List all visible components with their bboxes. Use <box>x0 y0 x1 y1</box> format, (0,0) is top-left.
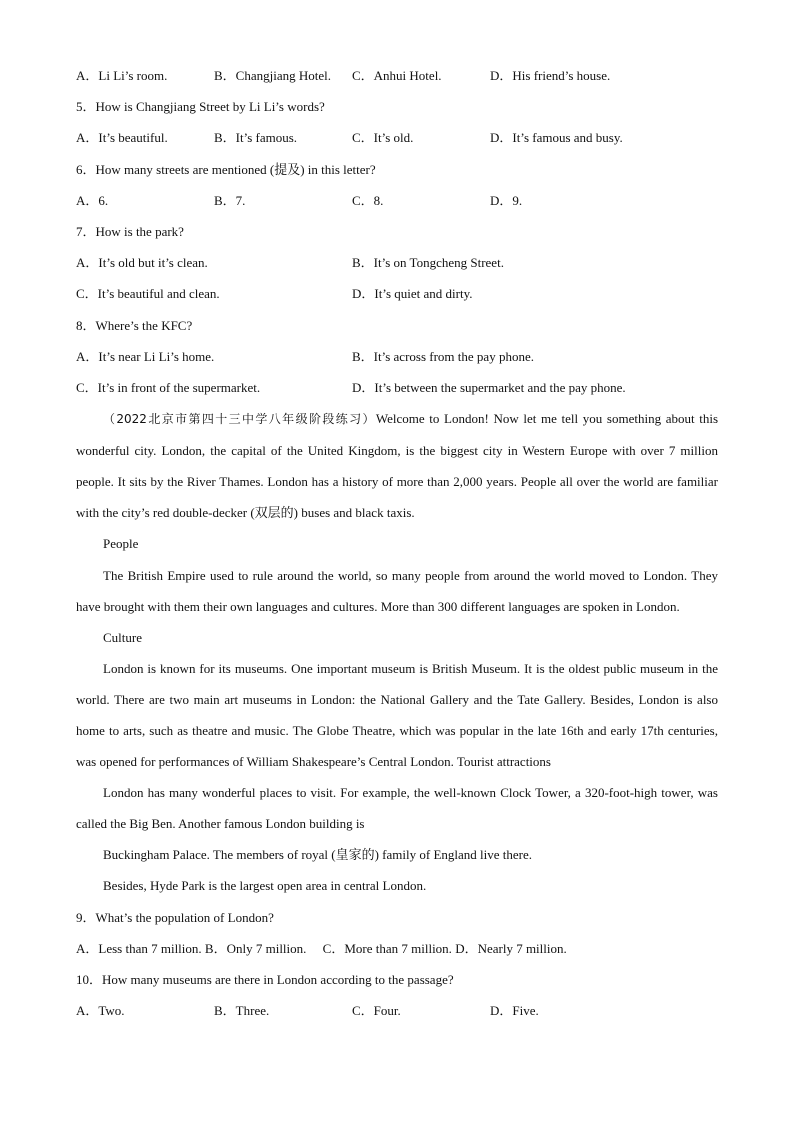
q5-option-a: A．It’s beautiful. <box>76 130 168 146</box>
q8-options-row2 <box>76 372 718 403</box>
heading-people: People <box>103 536 139 552</box>
q10-option-c: C．Four. <box>352 1003 401 1019</box>
q4-options <box>76 60 718 91</box>
q9-text: 9．What’s the population of London? <box>76 909 274 925</box>
q7-text: 7．How is the park? <box>76 223 184 239</box>
document-page <box>76 60 718 1026</box>
q8-text: 8．Where’s the KFC? <box>76 317 193 333</box>
q7-options-row1 <box>76 247 718 278</box>
q5-text: 5．How is Changjiang Street by Li Li’s words? <box>76 99 325 115</box>
q8-option-d: D．It’s between the supermarket and the pay phone. <box>352 379 626 395</box>
q7-option-a: A．It’s old but it’s clean. <box>76 255 208 271</box>
q10-text: 10．How many museums are there in London according to the passage? <box>76 971 454 987</box>
q9-options <box>76 933 718 964</box>
passage-culture: London is known for its museums. One important museum is British Museum. It is the oldest public museum in the world. There are two main art museums in London: the National Gallery and the Tate Gallery. Besides, London is also home to arts, such as theatre and music. The Globe Theatre, which was popular in the late 16th and early 17th centuries, was opened for performances of William Shakespeare’s Central London. Tourist attractions <box>76 660 718 770</box>
q7-options-row2 <box>76 278 718 309</box>
passage-attractions: London has many wonderful places to visit. For example, the well-known Clock Tower, a 320-foot-high tower, was called the Big Ben. Another famous London building is <box>76 785 718 832</box>
q9-option-d: D．Nearly 7 million. <box>455 940 567 956</box>
passage-people: The British Empire used to rule around the world, so many people from around the world moved to London. They have brought with them their own languages and cultures. More than 300 different languages are spoken in London. <box>76 567 718 614</box>
q5-option-c: C．It’s old. <box>352 130 414 146</box>
q6-option-d: D．9. <box>490 192 523 208</box>
q9-option-c: C．More than 7 million. <box>322 940 452 956</box>
q9-option-a: A．Less than 7 million. <box>76 940 202 956</box>
passage-source: （2022北京市第四十三中学八年级阶段练习） <box>103 412 376 427</box>
q5-option-d: D．It’s famous and busy. <box>490 130 623 146</box>
q10-option-b: B．Three. <box>214 1003 270 1019</box>
q6-option-c: C．8. <box>352 192 384 208</box>
q8-option-a: A．It’s near Li Li’s home. <box>76 348 215 364</box>
q5-options <box>76 122 718 153</box>
q4-option-a: A．Li Li’s room. <box>76 68 168 83</box>
passage-hyde: Besides, Hyde Park is the largest open area in central London. <box>103 878 427 894</box>
q4-option-d: D．His friend’s house. <box>490 68 611 83</box>
q7-option-b: B．It’s on Tongcheng Street. <box>352 255 504 271</box>
passage-buckingham: Buckingham Palace. The members of royal (皇家的) family of England live there. <box>103 847 532 863</box>
q6-text: 6．How many streets are mentioned (提及) in this letter? <box>76 161 376 177</box>
q6-options <box>76 185 718 216</box>
q10-option-d: D．Five. <box>490 1003 539 1019</box>
heading-culture: Culture <box>103 629 142 645</box>
q10-option-a: A．Two. <box>76 1003 125 1019</box>
q7-option-d: D．It’s quiet and dirty. <box>352 286 473 302</box>
q6-option-a: A．6. <box>76 192 109 208</box>
q4-option-b: B．Changjiang Hotel. <box>214 68 331 83</box>
q5-option-b: B．It’s famous. <box>214 130 298 146</box>
q8-options-row1 <box>76 341 718 372</box>
q4-option-c: C．Anhui Hotel. <box>352 68 442 83</box>
q8-option-b: B．It’s across from the pay phone. <box>352 348 534 364</box>
q10-options <box>76 995 718 1026</box>
q9-option-b: B．Only 7 million. <box>204 940 307 956</box>
q7-option-c: C．It’s beautiful and clean. <box>76 286 220 302</box>
q6-option-b: B．7. <box>214 192 246 208</box>
q8-option-c: C．It’s in front of the supermarket. <box>76 379 261 395</box>
passage-intro <box>76 403 718 528</box>
passage-intro-text: Welcome to London! Now let me tell you something about this wonderful city. London, the capital of the United Kingdom, is the biggest city in Western Europe with over 7 million people. It sits by the River Thames. London has a history of more than 2,000 years. People all over the world are familiar with the city’s red double-decker (双层的) buses and black taxis. <box>76 411 719 521</box>
